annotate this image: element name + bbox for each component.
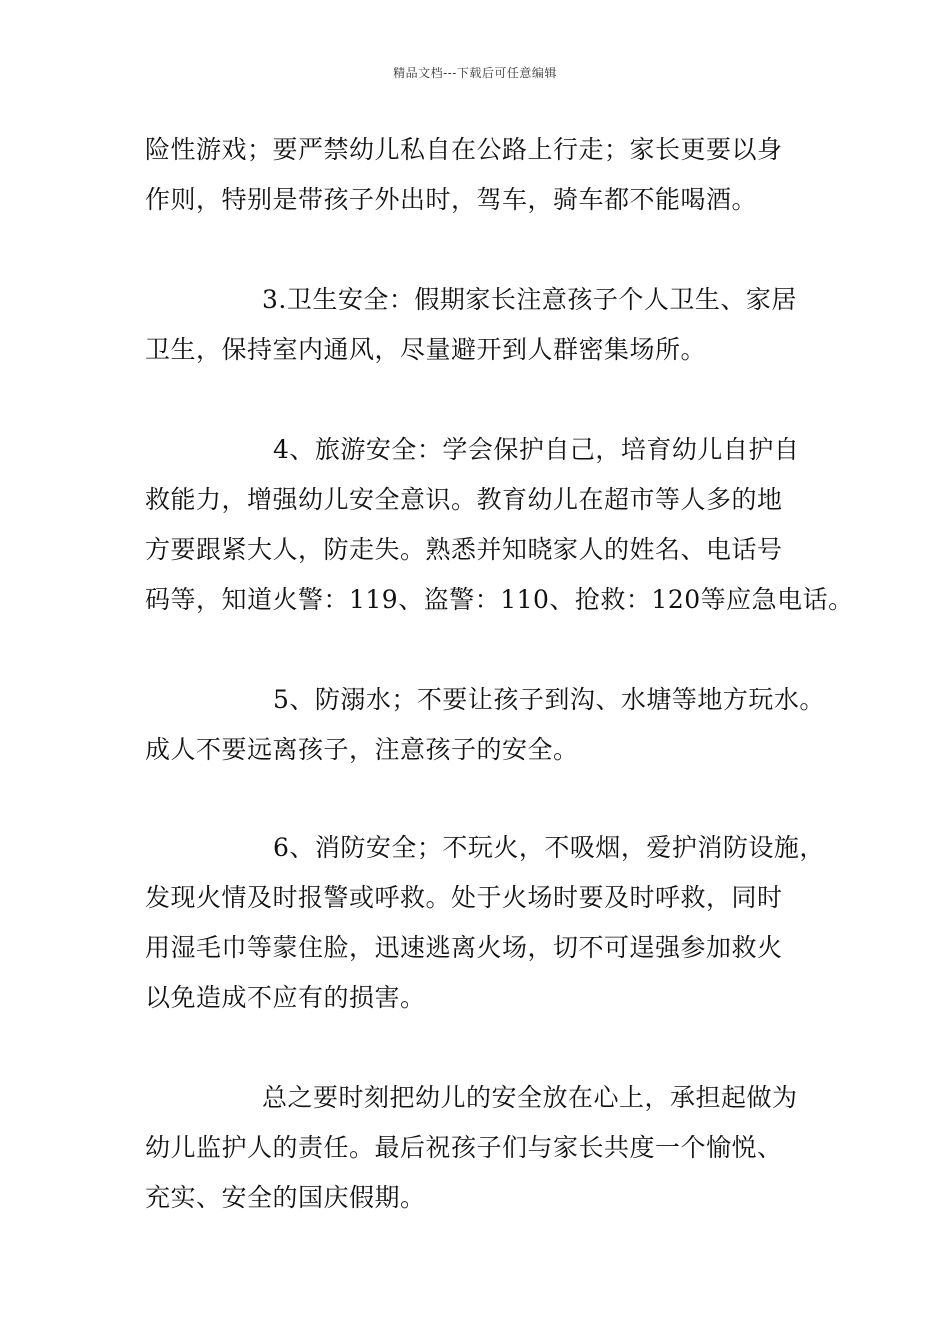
paragraph-line: 发现火情及时报警或呼救。处于火场时要及时呼救，同时 <box>145 883 783 912</box>
paragraph-line: 方要跟紧大人，防走失。熟悉并知晓家人的姓名、电话号 <box>145 535 783 564</box>
paragraph-line: 救能力，增强幼儿安全意识。教育幼儿在超市等人多的地 <box>145 485 783 514</box>
paragraph-line: 险性游戏；要严禁幼儿私自在公路上行走；家长更要以身 <box>145 135 783 164</box>
paragraph-line: 以免造成不应有的损害。 <box>145 983 426 1012</box>
paragraph-line: 卫生，保持室内通风，尽量避开到人群密集场所。 <box>145 335 707 364</box>
paragraph-line: 成人不要远离孩子，注意孩子的安全。 <box>145 735 579 764</box>
paragraph-line: 总之要时刻把幼儿的安全放在心上，承担起做为 <box>262 1083 798 1112</box>
paragraph-line: 幼儿监护人的责任。最后祝孩子们与家长共度一个愉悦、 <box>145 1133 783 1162</box>
paragraph-line: 3.卫生安全：假期家长注意孩子个人卫生、家居 <box>262 285 797 314</box>
paragraph-line: 5、防溺水；不要让孩子到沟、水塘等地方玩水。 <box>273 685 825 714</box>
paragraph-line: 作则，特别是带孩子外出时，驾车，骑车都不能喝酒。 <box>145 185 758 214</box>
paragraph-line: 码等，知道火警：119、盗警：110、抢救：120等应急电话。 <box>145 585 854 614</box>
page-header: 精品文档---下载后可任意编辑 <box>393 66 557 80</box>
paragraph-line: 4、旅游安全：学会保护自己，培育幼儿自护自 <box>273 435 800 464</box>
paragraph-line: 6、消防安全；不玩火，不吸烟，爱护消防设施， <box>273 833 825 862</box>
paragraph-line: 充实、安全的国庆假期。 <box>145 1183 426 1212</box>
paragraph-line: 用湿毛巾等蒙住脸，迅速逃离火场，切不可逞强参加救火 <box>145 933 783 962</box>
